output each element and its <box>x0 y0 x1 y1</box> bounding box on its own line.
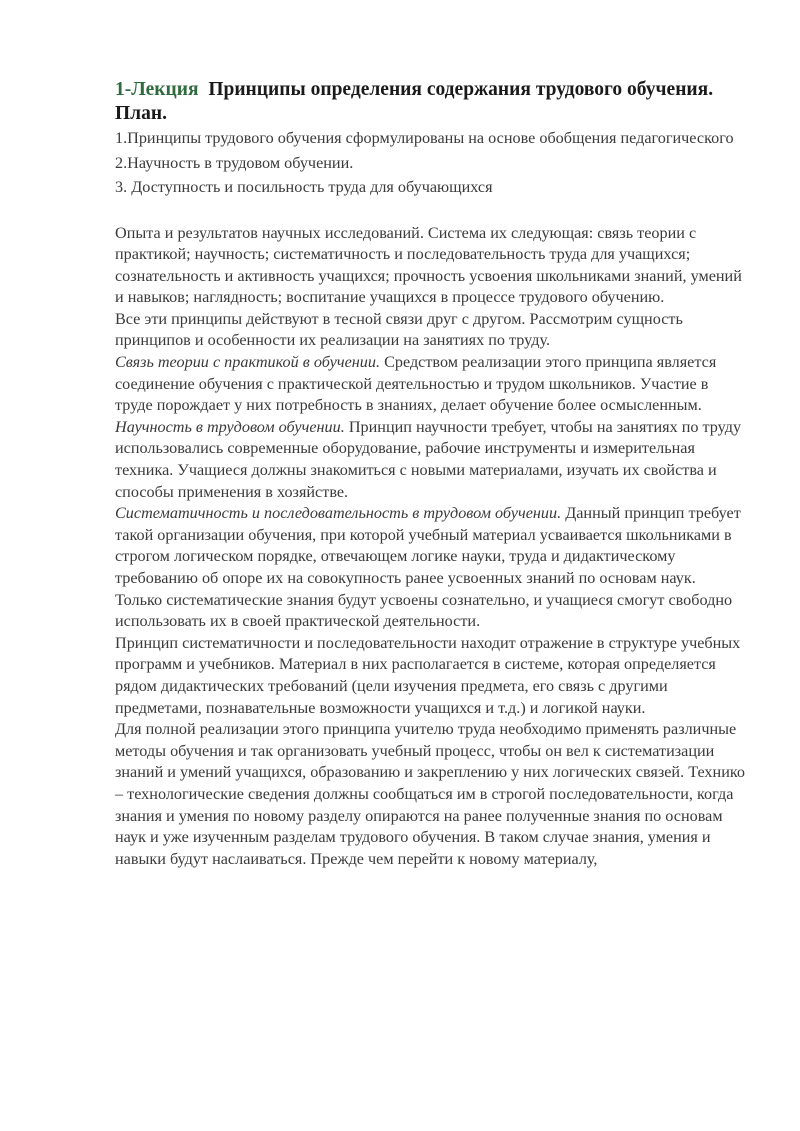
paragraph <box>115 633 745 719</box>
paragraph <box>115 719 745 870</box>
plan-item: 2.Научность в трудовом обучении. <box>115 153 354 172</box>
paragraph-text: Средством реализации этого принципа является соединение обучения с практической деятельностью и трудом школьников. Участие в труде порождает у них потребность в знаниях, делает обучение более осмысленным. <box>115 353 717 415</box>
paragraph-lead: Связь теории с практикой в обучении. <box>115 353 381 372</box>
paragraph <box>115 503 745 633</box>
paragraph <box>115 309 745 352</box>
plan-list <box>115 128 745 199</box>
paragraph <box>115 352 745 417</box>
paragraph-text: Опыта и результатов научных исследований. Система их следующая: связь теории с практикой; научность; систематичность и последовательность труда для учащихся; сознательность и активность учащихся; прочность усвоения школьниками знаний, умений и навыков; наглядность; воспитание учащихся в процессе трудового обучению. <box>115 223 742 307</box>
document-page <box>115 78 745 870</box>
plan-item: 1.Принципы трудового обучения сформулированы на основе обобщения педагогического <box>115 129 734 147</box>
paragraph-lead: Научность в трудовом обучении. <box>115 417 345 436</box>
lecture-number: 1-Лекция <box>115 79 199 100</box>
paragraph-text: Принцип научности требует, чтобы на занятиях по труду использовались современные оборудование, рабочие инструменты и измерительная техника. Учащиеся должны знакомиться с новыми материалами, изучать их свойства и способы применения в хозяйстве. <box>115 417 742 501</box>
plan-heading: План. <box>115 103 167 124</box>
lecture-body <box>115 223 745 871</box>
plan-item: 3. Доступность и посильность труда для обучающихся <box>115 178 493 196</box>
paragraph-text: Принцип систематичности и последовательности находит отражение в структуре учебных программ и учебников. Материал в них располагается в системе, которая определяется рядом дидактических требований (цели изучения предмета, его связь с другими предметами, познавательные возможности учащихся и т.д.) и логикой науки. <box>115 633 741 717</box>
paragraph-text: Все эти принципы действуют в тесной связи друг с другом. Рассмотрим сущность принципов и особенности их реализации на занятиях по труду. <box>115 309 683 350</box>
lecture-title-text: Принципы определения содержания трудового обучения. <box>208 79 714 100</box>
paragraph-lead: Систематичность и последовательность в трудовом обучении. <box>115 504 562 523</box>
paragraph-text: Для полной реализации этого принципа учителю труда необходимо применять различные методы обучения и так организовать учебный процесс, чтобы он вел к систематизации знаний и умений учащихся, образованию и закреплению у них логических связей. Технико – технологические сведения должны сообщаться им в строгой последовательности, когда знания и умения по новому разделу опираются на ранее полученные знания по основам наук и уже изученным разделам трудового обучения. В таком случае знания, умения и навыки будут наслаиваться. Прежде чем перейти к новому материалу, <box>115 720 745 868</box>
paragraph <box>115 417 745 503</box>
paragraph-text: Данный принцип требует такой организации обучения, при которой учебный материал усваивается школьниками в строгом логическом порядке, отвечающем логике науки, труда и дидактическому требованию об опоре их на совокупность ранее усвоенных знаний по основам наук. Только систематические знания будут усвоены сознательно, и учащиеся смогут свободно использовать их в своей практической деятельности. <box>115 504 741 631</box>
paragraph <box>115 223 745 309</box>
lecture-title <box>115 78 745 102</box>
